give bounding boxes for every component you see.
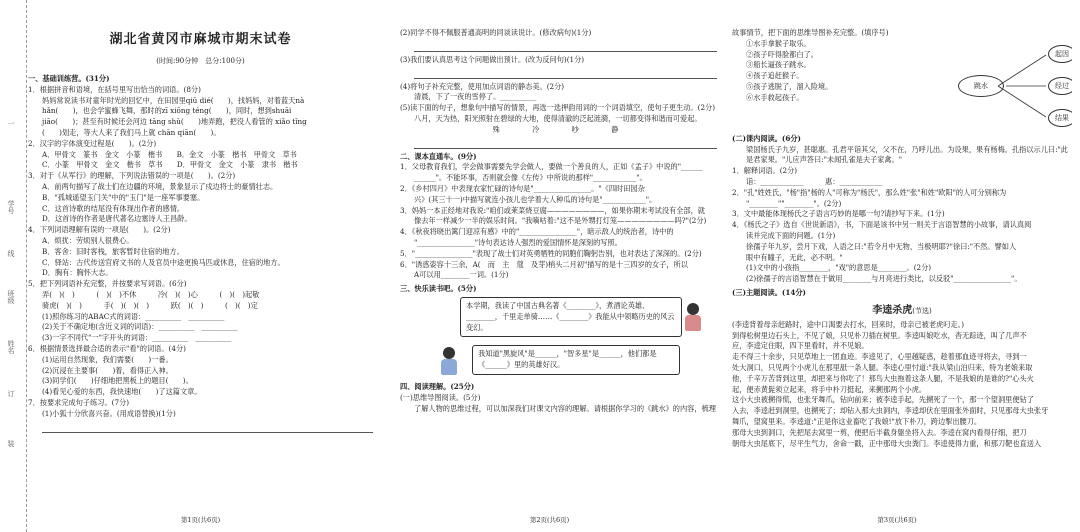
passage-title [732, 303, 1072, 318]
answer-line[interactable] [414, 138, 717, 149]
passage-title-text: 李逵杀虎 [872, 304, 913, 316]
section-heading: 四、阅读理解。(25分) [400, 381, 475, 391]
question-line: 3．对于《从军行》的理解，下列说法错误的一项是( )。(2分) [28, 171, 236, 181]
question-line: (4)看见心爱的东西，我快速地( )了这篇文章。 [42, 387, 202, 397]
question-line: (2)关于不确定地(含近义词的词语)：__________ __________ [42, 322, 238, 332]
exam-page-3 [722, 0, 1072, 532]
question-line: 3．妈妈一本正经地对我说:"咱们或莱菜烧豆腐————————，如果你期末考试没有全部，就 [400, 205, 705, 215]
question-line: 4．《秋夜将晓出篱门迎凉有感》中的"________________"，暗示敌人的统治者，诗中的 [400, 227, 674, 237]
question-line: 4．下列词语理解有误的一项是( )。(2分) [28, 225, 171, 235]
binding-name: 姓名 [7, 340, 15, 354]
question-line: ______"。不能坏事，否则就会像《左传》中所说的那样"____________"。 [414, 173, 647, 183]
question-line: A可以用________一词。(1分) [414, 270, 509, 280]
question-line: 应，李逵定住眼，四下里看时，并不见娘。 [732, 341, 869, 351]
question-text: 清晨，下了一夜的雪停了。__________ [414, 92, 537, 102]
question-line: 妈妈常说读书对童年时光的回忆中，在田园里qiǔ dié( )，找妈妈，对着蓝天nà [42, 95, 305, 105]
reading-bubble-1: 本学期，我读了中国古典名著《________》，煮酒论英雄、________，千里走单骑……《________》我能从中领略历史的风云变幻。 [460, 297, 682, 337]
question-line: 2．汉字的字体演变过程是( )。(2分) [28, 138, 157, 148]
question-text: 故事情节，把下面的思维导图补充完整。(填序号) [732, 28, 889, 37]
question-line: A．前两句描写了战士们在边疆的环境，景象显示了戍边将士的豪情壮志。 [42, 181, 278, 191]
question-line: 1．父母教育我们，学会做事需要先学会做人，要做一个善良的人，正如《孟子》中说的"______ [400, 162, 703, 172]
question-line: B．"孤城遥望玉门关"中的"玉门"是一座军事要塞。 [42, 192, 205, 202]
question-line: (1)文中的小孩指________，"戏"的意思是________。(2分) [746, 263, 932, 273]
page-footer: 第1页(共6页) [180, 516, 221, 525]
passage-note: (节选) [912, 306, 932, 315]
question-line: A．烦扰：劳烦别人很费心。 [42, 235, 134, 245]
question-line: ①水手拿猴子取乐。 [746, 38, 811, 48]
question-line: (1)小狐十分欣喜兴奋。(用成语替换)(1分) [42, 408, 176, 418]
question-line: 读并完成下面的问题。(1分) [746, 230, 836, 240]
mind-map-node-process: 经过 [1048, 77, 1072, 95]
passage-body [732, 320, 1072, 450]
reading-bubble-2: 我知道"黑旋风"是______，"智多星"是______，他们都是《______》里的英雄好汉。 [472, 345, 680, 375]
question-text: (2)同学不得不佩服普通高明的同谈读说计。(修改病句)(1分) [400, 28, 592, 37]
question-line: 到得松树里边石头上，不见了娘，只见朴刀插在树里。李逵叫娘吃水，杳无踪迹，叫了几声不 [732, 330, 1027, 340]
binding-mark: 线 [7, 250, 15, 257]
mind-map-node-result: 结果 [1048, 109, 1072, 127]
binding-mark: 订 [7, 390, 15, 397]
question-line: ⑥水手救起孩子。 [746, 92, 804, 102]
question-line: 6．"诱惑姿容十三余，A( 而 主 蔻 及芽)梢头二月初"描写的是十三四岁的女子，所以 [400, 259, 688, 269]
binding-student-id: 学号 [7, 200, 15, 214]
question-line: (3)一字不同代"一"字开头的词语：__________ __________ [42, 333, 232, 343]
question-line: 6．根据情景选择最合适的表示"看"的词语。(4分) [28, 343, 186, 353]
girl-figure-icon [682, 303, 704, 333]
question-line: D．这首诗的作者是唐代著名边塞诗人王昌龄。 [42, 214, 192, 224]
binding-mark: 装 [7, 440, 15, 447]
section-heading: (二)课内阅读。(6分) [732, 133, 801, 143]
answer-line[interactable] [414, 41, 717, 52]
question-line: 朝母大虫尾底下，尽平生气力，舍命一戳，正中那母大虫粪门。李逵使得力重，和那刀靶也直送入 [732, 438, 1042, 448]
question-list [400, 162, 717, 281]
question-line: 像去年一样减少一半的娱乐时间。"我嘀咕着:"这不是外甥打灯笼————————吗?"(2分) [414, 216, 707, 226]
question-line: (2)徐孺子的言语智慧在于做用________与月亮进行类比，以反驳"________________"。 [746, 274, 1022, 284]
question-line: jiāo( )；甚至有时候还会河边 tāng shǔ( )地弄跑，把没人看管的 xiǎo tǐng [42, 117, 307, 127]
question-line: 1．根据拼音和语境，在括号里写出恰当的词语。(8分) [28, 84, 201, 94]
question-line: 眼中有瞳子，无此，必不明。" [746, 252, 843, 262]
subsection-heading: (一)思维导图阅读。(5分) [400, 392, 481, 402]
question-line: (李逵背着母亲赶路时，途中口渴要去打水，回来时，母亲已被老虎叼走。) [732, 319, 965, 329]
question-line: 这小大虫被搠得慌，也张牙舞爪，钻向前来；被李逵手起，先搠死了一个，那一个望洞里便钻了 [732, 395, 1034, 405]
mind-map-node-cause: 起因 [1048, 45, 1072, 63]
question-line: ⑤孩子逃脱了，溜入险境。 [746, 81, 833, 91]
word-options: 殊 冷 吵 静 [492, 124, 625, 134]
question-line: 舞爪，望窝里来。李逵道:"正是你这业畜吃了我娘!"放下朴刀，跨边掣出腰刀。 [732, 416, 982, 426]
answer-line[interactable] [42, 422, 373, 433]
question-line: 处大洞口，只见两个小虎儿在那里舐一条人腿。李逵心里忖道:"我从梁山泊归来，特为老娘来取 [732, 362, 1033, 372]
question-line: 3．文中最能体现杨氏之子语言巧妙的是哪一句?请抄写下来。(1分) [732, 209, 945, 219]
question-line: B．客舍：旧时客栈，旅客暂时住宿的地方。 [42, 246, 184, 256]
binding-mark: 一 [7, 120, 15, 127]
question-line: hǎn( )，也会学蜜蜂飞舞，那时的zī xiōng téng( )，同时，想到shuāi [42, 106, 292, 116]
question-line: "________________"诗句表达诗人强烈的爱国情怀是深刻的写照。 [414, 237, 622, 247]
question-line: (1)运用自然现象，我们需要( )一番。 [42, 354, 173, 364]
question-line: ( )划走，等大人来了我们马上就 chān qiān( )。 [42, 127, 221, 137]
page-footer: 第3页(共6页) [877, 516, 917, 525]
reading-passage: 梁国杨氏子九岁，甚聪惠。孔君平诣其父，父不在，乃呼儿出。为设果，果有杨梅。孔指以示儿曰:"此是君家果。"儿应声答曰:"未闻孔雀是夫子家禽。" [746, 144, 1068, 165]
exam-page-2 [382, 0, 717, 532]
question-text: 了解人物的思维过程，可以加深我们对课文内容的理解。请根据你学习的《跳水》的内容，梳理 [414, 403, 716, 413]
section-heading: (三)主题阅读。(14分) [732, 287, 806, 297]
question-list [28, 85, 373, 420]
question-line: 他，千辛万苦背到这里，却把来与你吃了！那鸟大虫拖着这条人腿，不是我娘的是谁的?"心头火 [732, 373, 1034, 383]
question-line: "________""________"。(2分) [746, 198, 842, 208]
page-footer: 第2页(共6页) [529, 516, 570, 525]
question-line: 入去，李逵赶到洞里，也搠死了；却钻入那大虫洞内，李逵却伏在里面张外面时，只见那母大虫张牙 [732, 406, 1049, 416]
question-line: C．这首诗歌的结尾没有体现出作者的感情。 [42, 203, 185, 213]
exam-title: 湖北省黄冈市麻城市期末试卷 [109, 32, 292, 47]
question-line: ④孩子追赶猴子。 [746, 71, 804, 81]
question-line: A．甲骨文 篆书 金文 小篆 楷书 B．金文 小篆 楷书 甲骨文 草书 [42, 149, 297, 159]
question-text: (5)读下面的句子，想象句中描写的情景，再选一选押韵用词的一个词语填空，使句子更生动。(2分) [400, 103, 716, 113]
mind-map-area [732, 39, 1072, 131]
question-line: 1．解释词语。(2分) [732, 166, 798, 176]
exam-subtitle: (时间:90分钟 总分:100分) [156, 56, 245, 65]
section-heading: 二、课本直通车。(9分) [400, 151, 477, 161]
question-line: 5．把下列词语补充完整，并按要求写词语。(6分) [28, 279, 187, 289]
binding-margin [0, 0, 27, 532]
question-line: C．驿站：古代传送官府文书的人及官员中途更换马匹或休息，住宿的地方。 [42, 257, 285, 267]
question-text: (4)将句子补充完整，使用加点词语的静态美。(2分) [400, 81, 565, 91]
option-list [746, 39, 832, 104]
question-line: 诣：____________ 惠：____________ [746, 176, 883, 186]
section-heading: 一、基础训练营。(31分) [28, 74, 110, 83]
question-line: C．小篆 甲骨文 金文 楷书 草书 D．甲骨文 金文 小篆 隶书 楷书 [42, 160, 298, 170]
question-line: (3)同学们( )仔细地把黑板上的题目( )。 [42, 376, 193, 386]
question-line: (1)照你练习的ABAC式的词语：__________ __________ [42, 311, 225, 321]
question-line: 7．按要求完成句子练习。(7分) [28, 397, 130, 407]
question-line: (2)沉浸在主要事( )着，看得正入神。 [42, 365, 173, 375]
question-line: 徐孺子年九岁，尝月下戏，人语之曰:"若令月中无物，当极明耶?"徐曰:"不然。譬如人 [746, 241, 1017, 251]
question-line: ②孩子吓得脸都白了。 [746, 49, 818, 59]
exam-page-1 [28, 0, 373, 532]
question-text: (3)我们要认真思考这个问题做出预计。(改为反问句)(1分) [400, 54, 585, 64]
question-line: 2．《乡村四月》中表现农家忙碌的诗句是"________________。"《四时田园杂 [400, 183, 645, 193]
answer-line[interactable] [414, 68, 717, 79]
question-line: 弄( )( ) ( )( )不休 冷( )( )心 ( )( )起敬 [42, 289, 260, 299]
question-line: 兴》(其三十一)中描写就连小孩儿也学着大人种瓜的诗句是"____________"。 [414, 194, 657, 204]
question-line: 4．《杨氏之子》选自《世说新语》，书，下面是该书中另一则关于言语智慧的小故事，请认真阅 [732, 220, 1032, 230]
boy-figure-icon [438, 347, 460, 377]
question-line: 走不得三十余步，只见草地上一团血迹。李逵见了，心里越疑惑，趁着那血迹寻将去，寻到一 [732, 352, 1027, 362]
question-line: ③船长逼孩子跳水。 [746, 60, 811, 70]
question-line: 5．"________________"表现了战士们对英勇牺牲的同胞们鞠躬告别，也对表达了深深的。(2分) [400, 248, 702, 258]
section-heading: 三、快乐读书吧。(5分) [400, 284, 477, 294]
question-line: 那母大虫到洞口，先把尾去窝里一剪，便把后半截身躯坐将入去。李逵在窝内看得仔细，把刀 [732, 427, 1027, 437]
question-list [732, 166, 1072, 285]
question-line: 起，便赤黄髭须立起来，将手中朴刀挺起，来搠那两个小虎。 [732, 384, 927, 394]
question-line: 骑虎( )( ) 手( )( )( ) 跃( )( ) ( )( )定 [42, 300, 258, 310]
mind-map-center: 跳水 [958, 75, 1004, 97]
question-line: D．胸有：胸怀大志。 [42, 268, 113, 278]
binding-class: 班级 [7, 290, 15, 304]
question-text: 八月，天为热，阳光照射在碧绿的大地，使得清澈的泛起涟漪，一切都变得和谐而可爱起。 [414, 113, 702, 123]
question-line: 2．"孔"姓姓氏，"杨"指"杨的人"可称为"杨氏"，那么姓"张"和姓"欧阳"的人可分别称为 [732, 187, 1007, 197]
